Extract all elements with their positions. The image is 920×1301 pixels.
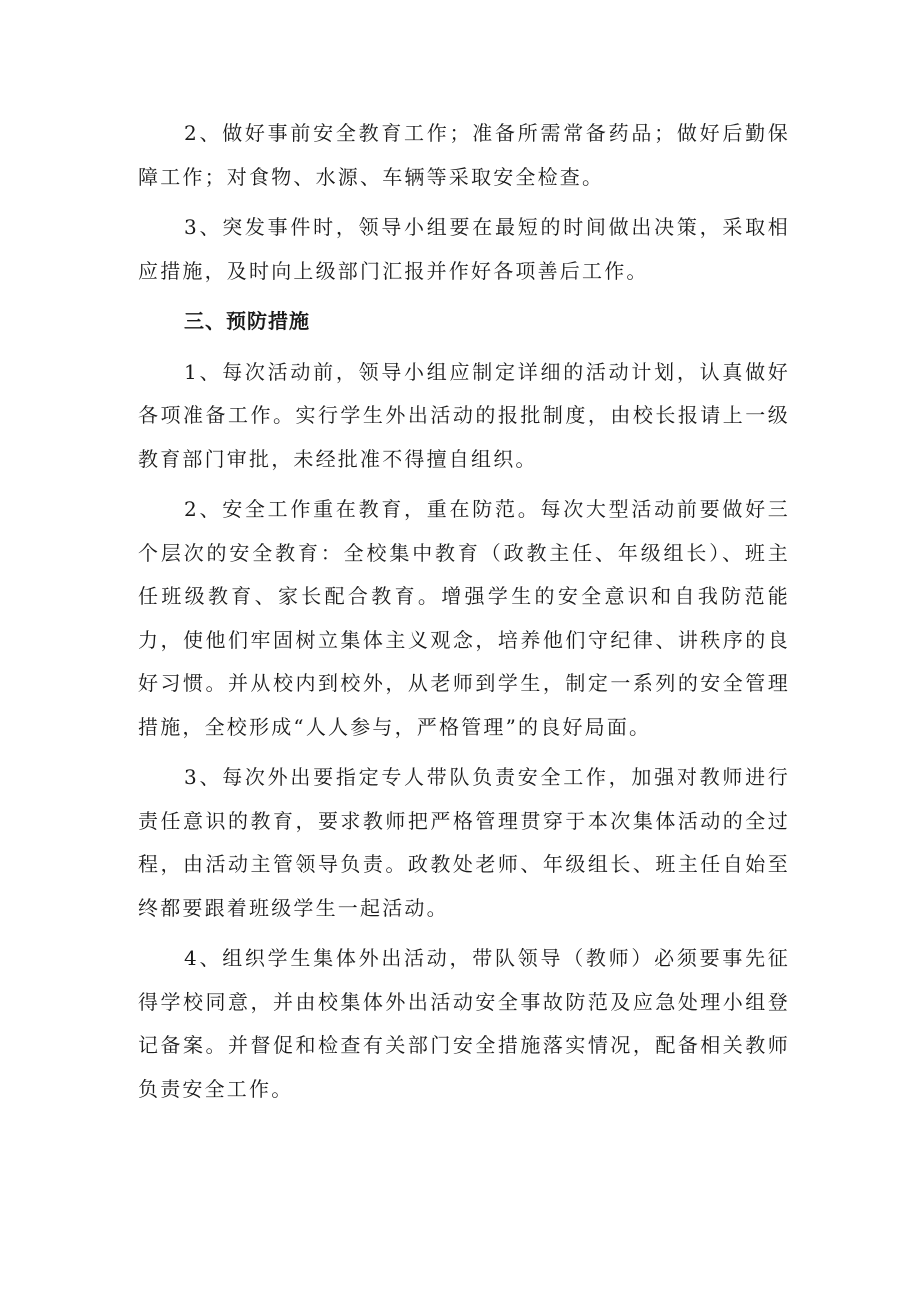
paragraph-item-3-emergency: 3、突发事件时，领导小组要在最短的时间做出决策，采取相应措施，及时向上级部门汇报并作好各项善后工作。: [138, 215, 790, 283]
paragraph-prevention-4: 4、组织学生集体外出活动，带队领导（教师）必须要事先征得学校同意，并由校集体外出活动安全事故防范及应急处理小组登记备案。并督促和检查有关部门安全措施落实情况，配备相关教师负责安全工作。: [138, 946, 790, 1101]
section-heading-prevention: 三、预防措施: [184, 309, 310, 333]
document-body: [138, 112, 790, 1118]
paragraph-prevention-1: 1、每次活动前，领导小组应制定详细的活动计划，认真做好各项准备工作。实行学生外出活动的报批制度，由校长报请上一级教育部门审批，未经批准不得擅自组织。: [138, 359, 790, 471]
paragraph-prevention-3: 3、每次外出要指定专人带队负责安全工作，加强对教师进行责任意识的教育，要求教师把严格管理贯穿于本次集体活动的全过程，由活动主管领导负责。政教处老师、年级组长、班主任自始至终都要跟着班级学生一起活动。: [138, 765, 790, 920]
paragraph-prevention-2: 2、安全工作重在教育，重在防范。每次大型活动前要做好三个层次的安全教育：全校集中教育（政教主任、年级组长）、班主任班级教育、家长配合教育。增强学生的安全意识和自我防范能力，使他们牢固树立集体主义观念，培养他们守纪律、讲秩序的良好习惯。并从校内到校外，从老师到学生，制定一系列的安全管理措施，全校形成“人人参与，严格管理”的良好局面。: [138, 497, 790, 739]
paragraph-item-2-preparation: 2、做好事前安全教育工作；准备所需常备药品；做好后勤保障工作；对食物、水源、车辆等采取安全检查。: [138, 121, 790, 189]
